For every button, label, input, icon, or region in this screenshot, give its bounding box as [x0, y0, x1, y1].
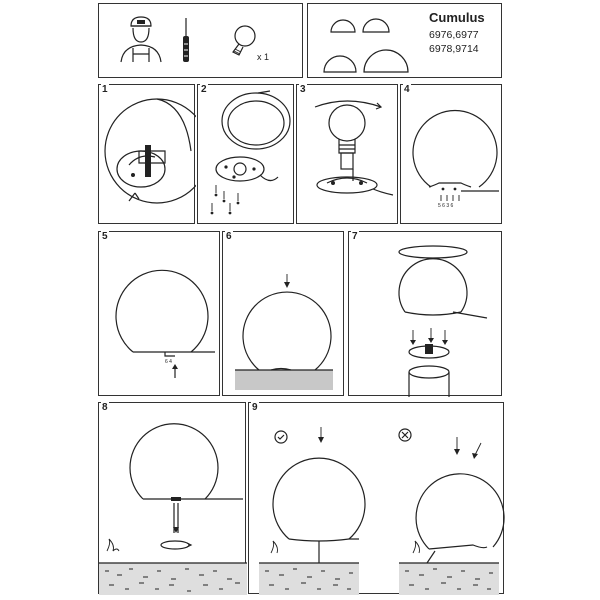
step-5-illustration	[99, 232, 221, 397]
step-number: 6	[226, 231, 232, 242]
correct-check-icon	[275, 431, 287, 443]
step-number: 9	[252, 402, 258, 413]
step-3-panel	[296, 84, 398, 224]
step-3-illustration	[297, 85, 399, 225]
step-number: 5	[102, 231, 108, 242]
step-9-illustration	[249, 403, 505, 595]
step-6-panel	[222, 231, 344, 396]
step-number: 3	[300, 84, 306, 95]
product-codes-line-1: 6976,6977	[429, 29, 479, 41]
product-codes-line-2: 6978,9714	[429, 43, 479, 55]
step-number: 1	[102, 84, 108, 95]
bulb-quantity: x 1	[257, 52, 270, 62]
tools-illustration	[99, 4, 304, 79]
installer-person-icon	[121, 17, 161, 62]
step-1-panel	[98, 84, 195, 224]
incorrect-cross-icon	[399, 429, 411, 441]
step-number: 2	[201, 84, 207, 95]
step-number: 7	[352, 231, 358, 242]
product-panel	[307, 3, 502, 78]
light-bulb-icon	[233, 26, 255, 55]
step-4-illustration	[401, 85, 503, 225]
step-9-panel	[248, 402, 504, 594]
step-8-panel	[98, 402, 246, 594]
step-7-illustration	[349, 232, 503, 397]
product-codes	[429, 28, 479, 56]
step-number: 4	[404, 84, 410, 95]
tools-panel	[98, 3, 303, 78]
step-6-illustration	[223, 232, 345, 397]
product-name: Cumulus	[429, 10, 485, 25]
step-number: 8	[102, 402, 108, 413]
step-7-panel	[348, 231, 502, 396]
step-4-panel	[400, 84, 502, 224]
step-2-panel	[197, 84, 294, 224]
step-1-illustration	[99, 85, 196, 225]
step-2-illustration	[198, 85, 295, 225]
step-5-panel	[98, 231, 220, 396]
step-5-dims: 6 4	[165, 359, 172, 365]
step-8-illustration	[99, 403, 247, 595]
screwdriver-icon	[183, 18, 189, 62]
step-4-dims: 5 6 3 6	[438, 203, 454, 209]
